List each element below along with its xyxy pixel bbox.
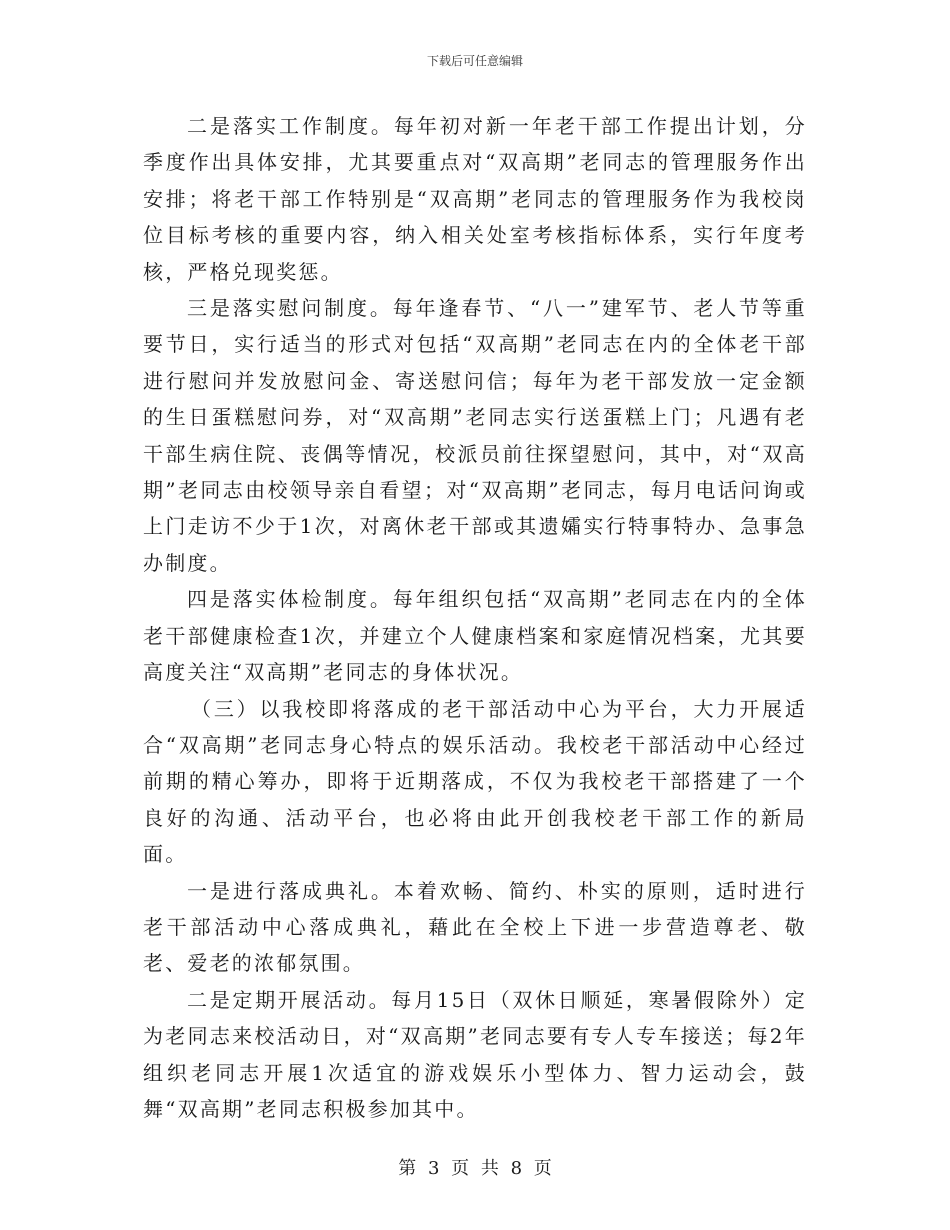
paragraph-health-check-system: 四是落实体检制度。每年组织包括“双高期”老同志在内的全体老干部健康检查1次，并建立个人健康档案和家庭情况档案，尤其要高度关注“双高期”老同志的身体状况。 [143,587,807,685]
page-number: 第 3 页 共 8 页 [398,1158,552,1179]
page-header-note: 下载后可任意编辑 [426,54,523,68]
document-body [143,108,807,1127]
paragraph-visit-system: 三是落实慰问制度。每年逢春节、“八一”建军节、老人节等重要节日，实行适当的形式对包括“双高期”老同志在内的全体老干部进行慰问并发放慰问金、寄送慰问信；每年为老干部发放一定金额的生日蛋糕慰问券，对“双高期”老同志实行送蛋糕上门；凡遇有老干部生病住院、丧偶等情况，校派员前往探望慰问，其中，对“双高期”老同志由校领导亲自看望；对“双高期”老同志，每月电话问询或上门走访不少于1次，对离休老干部或其遗孀实行特事特办、急事急办制度。 [143,296,807,575]
paragraph-work-system: 二是落实工作制度。每年初对新一年老干部工作提出计划，分季度作出具体安排，尤其要重点对“双高期”老同志的管理服务作出安排；将老干部工作特别是“双高期”老同志的管理服务作为我校岗位目标考核的重要内容，纳入相关处室考核指标体系，实行年度考核，严格兑现奖惩。 [143,114,807,284]
paragraph-opening-ceremony: 一是进行落成典礼。本着欢畅、简约、朴实的原则，适时进行老干部活动中心落成典礼，藉此在全校上下进一步营造尊老、敬老、爱老的浓郁氛围。 [143,878,807,976]
paragraph-regular-activities: 二是定期开展活动。每月15日（双休日顺延，寒暑假除外）定为老同志来校活动日，对“双高期”老同志要有专人专车接送；每2年组织老同志开展1次适宜的游戏娱乐小型体力、智力运动会，鼓舞“双高期”老同志积极参加其中。 [143,987,807,1121]
paragraph-activity-center: （三）以我校即将落成的老干部活动中心为平台，大力开展适合“双高期”老同志身心特点的娱乐活动。我校老干部活动中心经过前期的精心筹办，即将于近期落成，不仅为我校老干部搭建了一个良好的沟通、活动平台，也必将由此开创我校老干部工作的新局面。 [143,696,807,867]
